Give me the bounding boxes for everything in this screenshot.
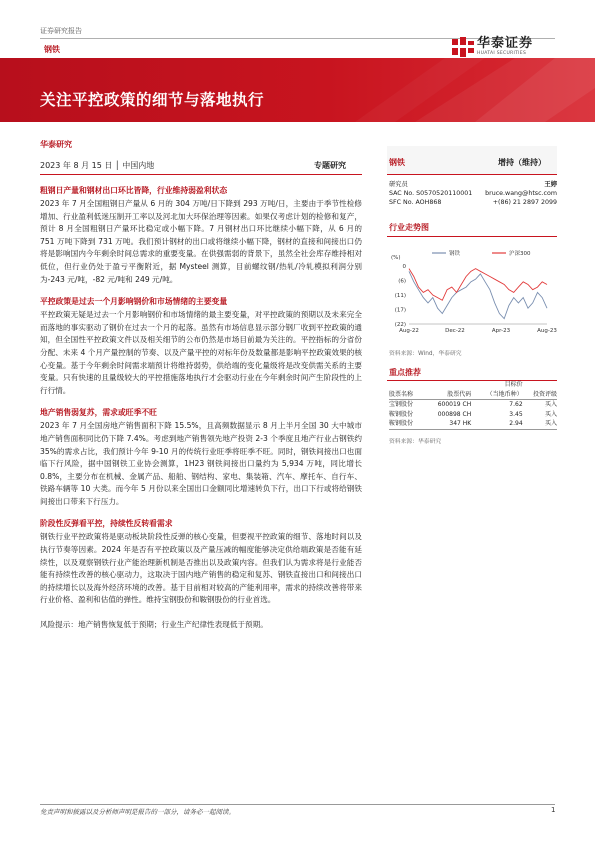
date-divider: [40, 174, 362, 175]
analyst-block: [389, 180, 557, 207]
legend-label: 钢铁: [449, 251, 461, 257]
section-body-1: 2023 年 7 月全国粗钢日产量从 6 月的 304 万吨/日下降到 293 万吨/日，主要由于季节性检修增加、行业盈利低迷压制开工率以及河北加大环保治理等因素。如果仅考虑计划的检修和复产，预计 8 月全国粗钢日产量环比稳定或小幅下降。7 月钢材出口环比继续小幅下降，从 6 月的 751 万吨下降到 731 万吨。我们预计钢材的出口或将继续小幅下降，钢材的直接和间接出口仍将是影响国内今年剩余时间总需求的重要变量。在供强需弱的背景下，虽然全社会库存维持相对低位，但行业仍处于盈亏平衡附近，据 Mysteel 测算，目前螺纹钢/热轧/冷轧模拟利润分别为-243 元/吨，-82 元/吨和 249 元/吨。: [40, 199, 362, 284]
col-target-unit: （当地币种）: [486, 390, 523, 398]
col-code: 股票代码: [447, 390, 472, 398]
huatai-logo-icon: [452, 37, 474, 57]
stock-rating: 买入: [544, 410, 557, 418]
section-body-4: 钢铁行业平控政策将是驱动板块阶段性反弹的核心变量，但要视平控政策的细节、落地时间以及执行节奏等因素。2024 年是否有平控政策以及产量压减的幅度能够决定供给端政策是否能有延续性，以及观察钢铁行业产能治理新机制是否推出以及政策内容。但我们认为需求将是行业能否能有持续性改善的核心驱动力，这取决于国内地产销售的稳定和复苏、钢铁直接出口和间接出口的持续增长以及海外经济环境的改善。基于目前相对较高的产能利用率，需求的持续改善将带来行业价格、盈利和估值的弹性。维持宝钢股份和鞍钢股份的行业首选。: [40, 532, 362, 605]
chart-y-unit: (%): [391, 255, 401, 261]
table-row: [389, 400, 557, 410]
analyst-sac-no: SAC No. S0570520110001: [389, 190, 473, 197]
series-line-steel: [409, 271, 547, 318]
analyst-sfc-no: SFC No. AOH868: [389, 199, 442, 206]
section-heading-3: 地产销售弱复苏，需求或旺季不旺: [40, 408, 157, 418]
table-row: [389, 419, 557, 429]
stock-code: 000898 CH: [437, 410, 472, 418]
picks-heading: 重点推荐: [389, 368, 421, 377]
stock-rating: 买入: [544, 420, 557, 427]
section-body-2: 平控政策无疑是过去一个月影响钢价和市场情绪的最主要变量，对平控政策的预期以及未来完全而落地的事实驱动了钢价在过去一个月的起落。虽然有市场信息显示部分钢厂收到平控政策的通知，但全国性平控政策文件以及相关细节的公布仍然是市场目前最为关注的。平控指标的分省份分配、未来 4 个月产量控制的节奏、以及产量平控的对标年份及数量都是影响平控政策效果的核心变量。基于今年剩余时间需求端预计将维持弱势，供给端的变化量级将是改变供需关系的主要变量。只有快速的且量级较大的平控措施落地执行才会驱动行业在今年剩余时间产生阶段性的上行行情。: [40, 310, 362, 395]
brand-name-en: HUATAI SECURITIES: [477, 51, 527, 56]
research-label: 华泰研究: [40, 140, 72, 149]
stock-name: 宝钢股份: [389, 401, 414, 408]
y-tick-label: (17): [394, 307, 406, 314]
sidebar-divider: [387, 174, 557, 175]
section-tag: 钢铁: [44, 45, 60, 54]
col-target: 目标价: [504, 381, 523, 388]
section-heading-1: 粗钢日产量和钢材出口环比皆降，行业维持弱盈利状态: [40, 186, 228, 195]
picks-source: 资料来源：华泰研究: [389, 439, 442, 445]
y-tick-label: (6): [398, 278, 406, 285]
analyst-email[interactable]: bruce.wang@htsc.com: [485, 190, 557, 197]
stock-name: 鞍钢股份: [389, 420, 414, 427]
y-tick-label: 0: [402, 264, 406, 270]
y-tick-label: (22): [394, 322, 406, 328]
trend-source: 资料来源：Wind，华泰研究: [389, 351, 462, 357]
footer-divider: [40, 804, 555, 805]
brand-logo: [452, 37, 533, 57]
report-date: 2023 年 8 月 15 日 │ 中国内地: [40, 161, 155, 170]
stock-target: 7.62: [509, 401, 523, 408]
x-tick-label: Aug-23: [537, 328, 557, 334]
col-rating: 投资评级: [532, 390, 557, 398]
risk-warning: 风险提示：地产销售恢复低于预期；行业生产纪律性表现低于预期。: [40, 620, 268, 630]
main-body: [40, 181, 362, 632]
table-row: [389, 410, 557, 420]
stock-name: 鞍钢股份: [389, 410, 414, 418]
legend-label: 沪深300: [509, 251, 531, 257]
report-category-label: 证券研究报告: [40, 27, 82, 35]
brand-name-cn: 华泰证券: [477, 36, 534, 51]
x-tick-label: Dec-22: [445, 328, 465, 334]
x-tick-label: Aug-22: [399, 328, 419, 334]
col-name: 股票名称: [389, 390, 414, 398]
page-number: 1: [551, 806, 556, 814]
sidebar-industry: 钢铁: [389, 158, 405, 167]
section-body-3: 2023 年 7 月全国房地产销售面积下降 15.5%，且高频数据显示 8 月上半月全国 30 大中城市地产销售面积同比仍下降 7.4%。考虑到地产销售领先地产投资 2-3 个季度且地产行业占钢铁约 35%的需求占比，我们预计今年 9-10 月的传统行业旺季将旺季不旺。同时，钢铁间接出口也面临下行风险，据中国钢铁工业协会测算，1H23 钢铁间接出口量约为 5,934 万吨，同比增长 0.8%，主要分布在机械、金属产品、船舶、钢结构、家电、集装箱、汽车、摩托车、自行车、铁路车辆等 10 大类。而今年 5 月份以来全国出口金额同比增速转负下行，出口下行或将给钢铁间接出口带来下行压力。: [40, 421, 362, 506]
analyst-role: 研究员: [389, 181, 408, 188]
stock-target: 2.94: [509, 420, 523, 427]
analyst-phone: +(86) 21 2897 2099: [492, 199, 557, 206]
y-tick-label: (11): [394, 293, 406, 299]
stock-code: 347 HK: [449, 420, 472, 427]
x-tick-label: Apr-23: [491, 328, 511, 334]
section-heading-4: 阶段性反弹看平控，持续性反转看需求: [40, 519, 173, 529]
stock-rating: 买入: [544, 401, 557, 408]
banner-decoration: [295, 58, 595, 122]
trend-chart-svg: [387, 246, 557, 342]
series-line-csi300: [409, 269, 547, 301]
report-title: 关注平控政策的细节与落地执行: [40, 91, 265, 109]
analyst-name: 王婷: [544, 181, 557, 188]
disclaimer-note: 免责声明和披露以及分析师声明是报告的一部分，请务必一起阅读。: [40, 808, 235, 816]
trend-heading: 行业走势图: [389, 223, 429, 232]
trend-divider: [387, 236, 557, 237]
title-banner: [0, 58, 595, 122]
section-heading-2: 平控政策是过去一个月影响钢价和市场情绪的主要变量: [40, 297, 228, 307]
industry-trend-chart: [387, 246, 557, 342]
stock-target: 3.45: [509, 410, 523, 418]
stock-code: 600019 CH: [437, 401, 472, 408]
report-type: 专题研究: [314, 161, 346, 170]
stock-picks-table: [389, 380, 557, 430]
sidebar-rating: 增持（维持）: [498, 158, 546, 167]
